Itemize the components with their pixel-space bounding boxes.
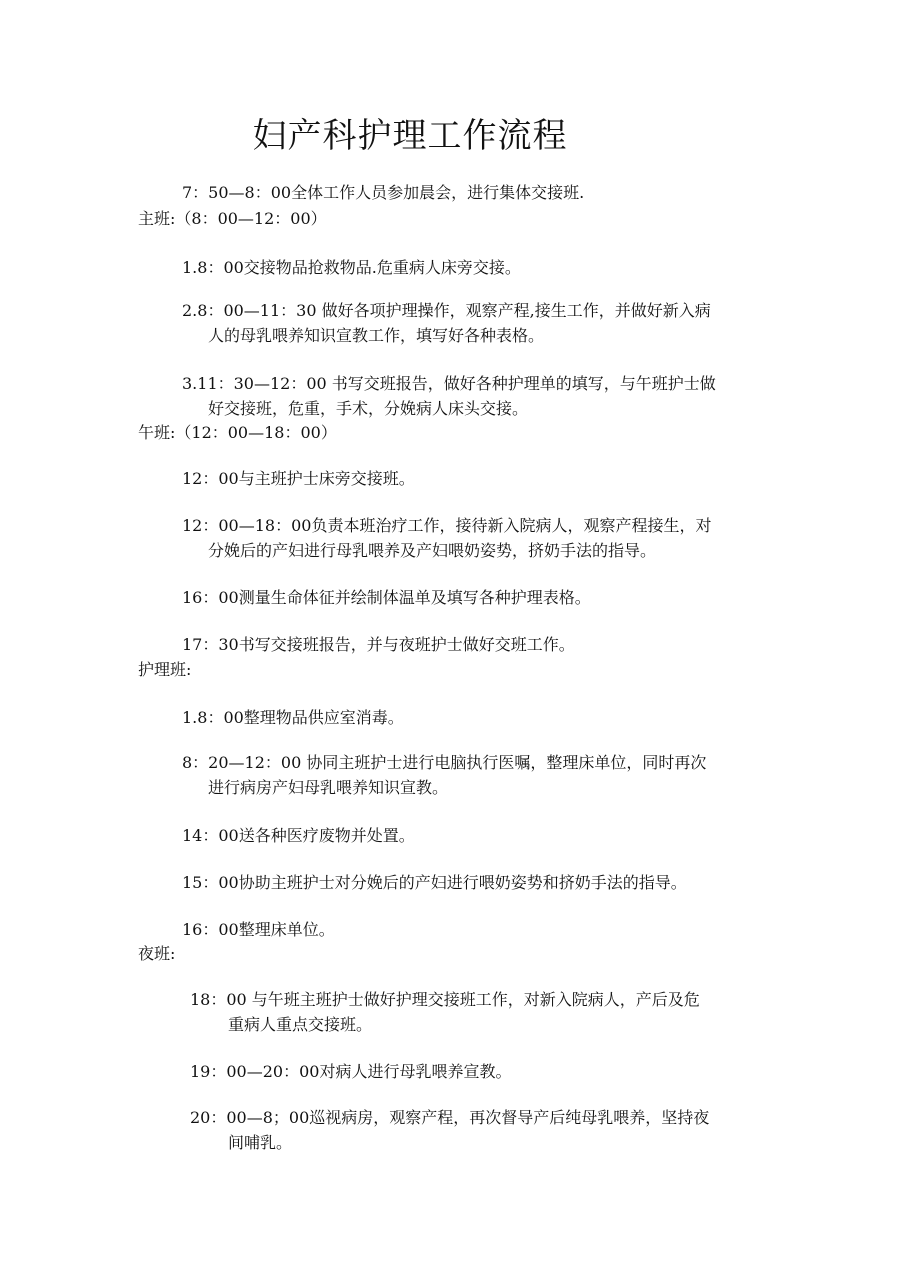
item-text: 12：00—18：00负责本班治疗工作，接待新入院病人，观察产程接生，对	[182, 516, 712, 535]
item-text-continued: 好交接班，危重，手术，分娩病人床头交接。	[208, 399, 529, 418]
list-item	[182, 870, 772, 895]
list-item	[190, 1105, 772, 1155]
item-text: 12：00与主班护士床旁交接班。	[182, 469, 415, 488]
item-text: 3.11：30—12：00 书写交班报告，做好各种护理单的填写，与午班护士做	[182, 374, 716, 393]
list-item	[182, 298, 772, 348]
list-item	[182, 823, 772, 848]
list-item	[182, 466, 772, 491]
item-text-continued: 分娩后的产妇进行母乳喂养及产妇喂奶姿势，挤奶手法的指导。	[208, 541, 657, 560]
section-heading-main-shift: 主班:（8：00—12：00）	[138, 209, 327, 228]
item-text: 14：00送各种医疗废物并处置。	[182, 826, 415, 845]
list-item	[190, 987, 772, 1037]
item-text: 20：00—8；00巡视病房，观察产程，再次督导产后纯母乳喂养，坚持夜	[190, 1108, 710, 1127]
item-text: 17：30书写交接班报告，并与夜班护士做好交班工作。	[182, 635, 575, 654]
item-text: 15：00协助主班护士对分娩后的产妇进行喂奶姿势和挤奶手法的指导。	[182, 873, 687, 892]
item-text-continued: 进行病房产妇母乳喂养知识宣教。	[208, 778, 449, 797]
list-item	[182, 513, 772, 563]
list-item	[190, 1059, 772, 1084]
section-heading-night-shift: 夜班:	[138, 944, 176, 963]
item-text: 2.8：00—11：30 做好各项护理操作，观察产程,接生工作，并做好新入病	[182, 301, 711, 320]
item-text: 16：00整理床单位。	[182, 920, 335, 939]
list-item	[182, 705, 772, 730]
item-text: 16：00测量生命体征并绘制体温单及填写各种护理表格。	[182, 588, 591, 607]
list-item	[182, 917, 772, 942]
item-text: 19：00—20：00对病人进行母乳喂养宣教。	[190, 1062, 512, 1081]
item-text: 8：20—12：00 协同主班护士进行电脑执行医嘱，整理床单位，同时再次	[182, 753, 707, 772]
list-item	[182, 371, 772, 421]
item-text: 1.8：00整理物品供应室消毒。	[182, 708, 404, 727]
section-heading-noon-shift: 午班:（12：00—18：00）	[138, 423, 337, 442]
item-text: 18：00 与午班主班护士做好护理交接班工作，对新入院病人，产后及危	[190, 990, 700, 1009]
item-text: 1.8：00交接物品抢救物品.危重病人床旁交接。	[182, 258, 521, 277]
intro-paragraph: 7：50—8：00全体工作人员参加晨会，进行集体交接班.	[182, 183, 585, 202]
item-text-continued: 间哺乳。	[228, 1133, 293, 1152]
list-item	[182, 750, 772, 800]
item-text-continued: 人的母乳喂养知识宣教工作，填写好各种表格。	[208, 326, 545, 345]
section-heading-nursing-shift: 护理班:	[138, 660, 192, 679]
item-text-continued: 重病人重点交接班。	[228, 1015, 373, 1034]
list-item	[182, 632, 772, 657]
list-item	[182, 255, 772, 280]
list-item	[182, 585, 772, 610]
document-title: 妇产科护理工作流程	[252, 116, 568, 156]
